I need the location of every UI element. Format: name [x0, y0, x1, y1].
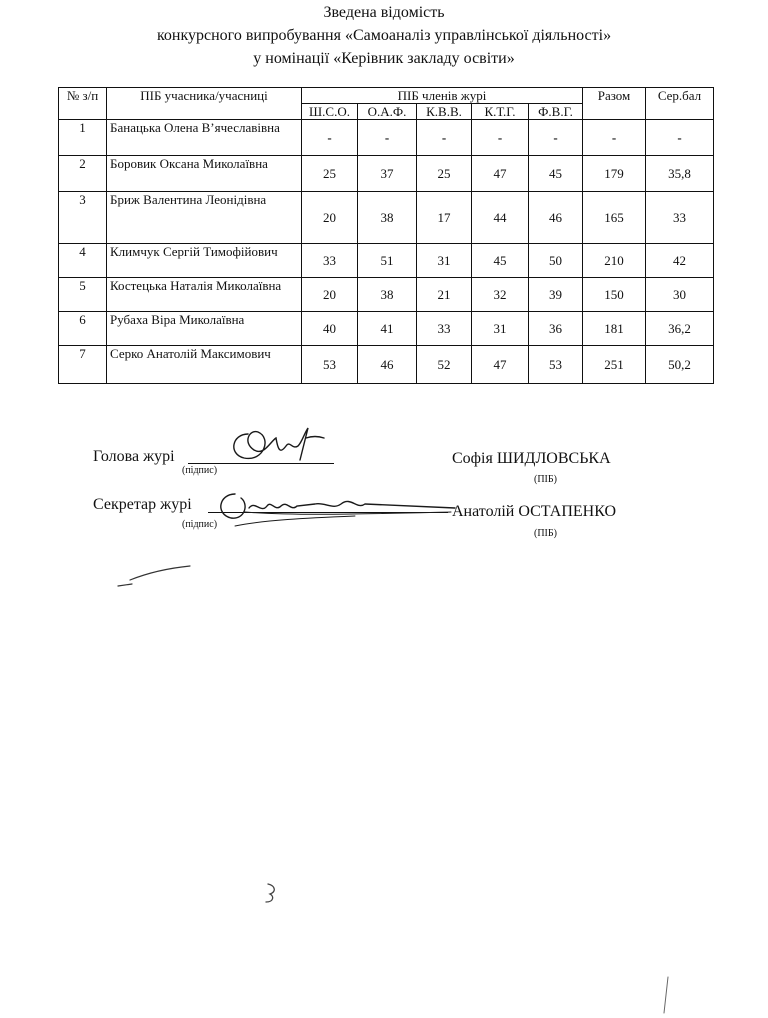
chair-name: Софія ШИДЛОВСЬКА: [452, 450, 611, 467]
jury-score: 37: [358, 156, 417, 192]
total-score: 150: [583, 278, 646, 312]
participant-name: Банацька Олена В’ячеславівна: [107, 120, 302, 156]
jury-score: 21: [417, 278, 472, 312]
row-number: 4: [59, 244, 107, 278]
table-row: [59, 312, 714, 346]
jury-score: 45: [529, 156, 583, 192]
jury-score: 17: [417, 192, 472, 244]
jury-score: -: [302, 120, 358, 156]
participant-name: Боровик Оксана Миколаївна: [107, 156, 302, 192]
jury-member-header: Ф.В.Г.: [529, 104, 583, 120]
jury-score: 47: [472, 346, 529, 384]
average-score: 33: [646, 192, 714, 244]
jury-score: 31: [417, 244, 472, 278]
jury-member-header: Ш.С.О.: [302, 104, 358, 120]
total-score: 179: [583, 156, 646, 192]
chair-name-note: (ПІБ): [534, 474, 557, 485]
total-score: 210: [583, 244, 646, 278]
secretary-signature: [205, 482, 465, 532]
row-number: 2: [59, 156, 107, 192]
average-score: -: [646, 120, 714, 156]
results-body: [59, 120, 714, 384]
jury-score: 52: [417, 346, 472, 384]
jury-score: -: [358, 120, 417, 156]
results-table: [58, 87, 714, 384]
scan-edge-mark: [660, 975, 672, 1015]
row-number: 1: [59, 120, 107, 156]
document-title: Зведена відомість: [323, 4, 445, 21]
jury-score: -: [417, 120, 472, 156]
scan-ink-mark: [262, 880, 282, 904]
secretary-signature-note: (підпис): [182, 519, 218, 530]
jury-score: 41: [358, 312, 417, 346]
jury-score: -: [529, 120, 583, 156]
total-score: 165: [583, 192, 646, 244]
document-nomination: у номінації «Керівник закладу освіти»: [253, 50, 515, 67]
jury-score: 36: [529, 312, 583, 346]
jury-score: 32: [472, 278, 529, 312]
table-row: [59, 278, 714, 312]
jury-member-header: О.А.Ф.: [358, 104, 417, 120]
secretary-name-note: (ПІБ): [534, 528, 557, 539]
average-score: 42: [646, 244, 714, 278]
jury-score: 31: [472, 312, 529, 346]
jury-member-header: К.Т.Г.: [472, 104, 529, 120]
jury-score: -: [472, 120, 529, 156]
jury-score: 47: [472, 156, 529, 192]
jury-score: 39: [529, 278, 583, 312]
jury-score: 20: [302, 278, 358, 312]
secretary-label: Секретар журі: [93, 496, 192, 513]
jury-score: 50: [529, 244, 583, 278]
jury-score: 25: [417, 156, 472, 192]
table-row: [59, 120, 714, 156]
chair-signature: [220, 420, 330, 470]
document-subtitle: конкурсного випробування «Самоаналіз управлінської діяльності»: [156, 27, 612, 44]
jury-score: 20: [302, 192, 358, 244]
jury-score: 38: [358, 192, 417, 244]
jury-score: 45: [472, 244, 529, 278]
jury-score: 38: [358, 278, 417, 312]
table-row: [59, 346, 714, 384]
table-row: [59, 156, 714, 192]
average-score: 50,2: [646, 346, 714, 384]
jury-score: 46: [358, 346, 417, 384]
jury-score: 33: [302, 244, 358, 278]
jury-score: 33: [417, 312, 472, 346]
jury-score: 25: [302, 156, 358, 192]
participant-name: Бриж Валентина Леонідівна: [107, 192, 302, 244]
average-score: 30: [646, 278, 714, 312]
total-score: 251: [583, 346, 646, 384]
table-row: [59, 192, 714, 244]
header-participant: ПІБ учасника/учасниці: [107, 88, 302, 120]
jury-member-header: К.В.В.: [417, 104, 472, 120]
participant-name: Рубаха Віра Миколаївна: [107, 312, 302, 346]
row-number: 3: [59, 192, 107, 244]
average-score: 36,2: [646, 312, 714, 346]
row-number: 5: [59, 278, 107, 312]
header-average: Сер.бал: [646, 88, 714, 120]
header-total: Разом: [583, 88, 646, 120]
total-score: 181: [583, 312, 646, 346]
participant-name: Серко Анатолій Максимович: [107, 346, 302, 384]
scan-pen-stroke: [110, 560, 200, 590]
chair-signature-note: (підпис): [182, 465, 218, 476]
average-score: 35,8: [646, 156, 714, 192]
jury-score: 46: [529, 192, 583, 244]
row-number: 7: [59, 346, 107, 384]
header-jury: ПІБ членів журі: [302, 88, 583, 104]
header-number: № з/п: [59, 88, 107, 120]
jury-score: 53: [302, 346, 358, 384]
participant-name: Костецька Наталія Миколаївна: [107, 278, 302, 312]
total-score: -: [583, 120, 646, 156]
row-number: 6: [59, 312, 107, 346]
secretary-name: Анатолій ОСТАПЕНКО: [452, 503, 617, 520]
chair-label: Голова журі: [93, 448, 175, 465]
jury-score: 44: [472, 192, 529, 244]
table-row: [59, 244, 714, 278]
jury-score: 40: [302, 312, 358, 346]
jury-score: 51: [358, 244, 417, 278]
participant-name: Климчук Сергій Тимофійович: [107, 244, 302, 278]
jury-score: 53: [529, 346, 583, 384]
